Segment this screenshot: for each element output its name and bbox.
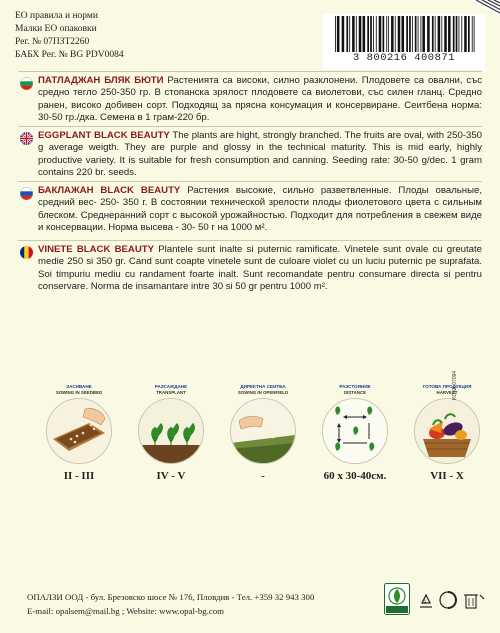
description-title: VINETE BLACK BEAUTY — [38, 244, 155, 255]
transplant-icon — [138, 398, 204, 464]
step-label-en: DISTANCE — [343, 390, 367, 395]
barcode-bar — [386, 16, 387, 52]
svg-text:5: 5 — [423, 598, 427, 604]
barcode-bar — [474, 16, 475, 52]
step-value: - — [261, 470, 265, 482]
description-title: БАКЛАЖАН BLACK BEAUTY — [38, 185, 181, 196]
side-code: KOVA-07094 — [452, 370, 458, 400]
barcode-bar — [346, 16, 348, 52]
barcode-bar — [444, 16, 447, 52]
barcode-bar — [472, 16, 473, 52]
description-bg — [20, 75, 482, 125]
recycling-icons — [416, 589, 486, 611]
description-ru — [20, 185, 482, 235]
step-distance — [320, 384, 390, 482]
company-contacts[interactable]: E-mail: opalsem@mail.bg ; Website: www.opal-bg.com — [27, 606, 224, 616]
barcode-bar — [427, 16, 430, 52]
divider — [18, 71, 482, 72]
step-label-bg: ДИРЕКТНА СЕИТБА — [240, 384, 286, 389]
company-footer — [27, 590, 314, 618]
barcode-bar — [337, 16, 340, 52]
barcode-bar — [438, 16, 441, 52]
barcode-bar — [461, 16, 462, 52]
barcode-bar — [398, 16, 401, 52]
step-label-en: SOWING IN OPENFIELD — [237, 390, 289, 395]
barcode-bar — [349, 16, 350, 52]
barcode — [323, 14, 485, 70]
barcode-bar — [376, 16, 377, 52]
barcode-bar — [370, 16, 372, 52]
barcode-bar — [359, 16, 362, 52]
barcode-bar — [373, 16, 374, 52]
harvest-icon — [414, 398, 480, 464]
step-label-en: SOWING IN SEEDBED — [55, 390, 103, 395]
step-label-bg: ЗАСИВАНЕ — [66, 384, 92, 389]
eko-bulpak-logo — [384, 583, 410, 615]
divider — [18, 240, 482, 241]
romania-flag-icon — [20, 246, 33, 259]
barcode-bar — [459, 16, 460, 52]
step-label-en: HARVEST — [436, 390, 458, 395]
barcode-bar — [367, 16, 369, 52]
description-en — [20, 130, 482, 180]
divider — [18, 181, 482, 182]
barcode-bar — [422, 16, 425, 52]
barcode-bar — [356, 16, 357, 52]
barcode-bar — [363, 16, 366, 52]
uk-flag-icon — [20, 132, 33, 145]
barcode-bar — [383, 16, 385, 52]
step-direct-sowing — [228, 384, 298, 482]
step-transplant — [136, 384, 206, 482]
barcode-bar — [421, 16, 422, 52]
barcode-bar — [342, 16, 345, 52]
registration-info — [15, 10, 124, 62]
seedbed-sowing-icon — [46, 398, 112, 464]
registration-line: БАБХ Рег. № BG PDV0084 — [15, 50, 124, 60]
bin-icon — [464, 595, 484, 608]
step-label-bg: ГОТОВА ПРОДУКЦИЯ — [422, 384, 472, 389]
step-label-bg: РАЗСТОЯНИЕ — [339, 384, 371, 389]
barcode-bar — [335, 16, 336, 52]
barcode-bar — [352, 16, 355, 52]
registration-line: Малки ЕО опаковки — [15, 24, 97, 34]
barcode-bar — [435, 16, 436, 52]
step-value: IV - V — [156, 470, 186, 482]
barcode-number: 3 800216 400871 — [352, 52, 455, 64]
barcode-bar — [432, 16, 434, 52]
barcode-bar — [453, 16, 455, 52]
description-text: Растенията са високи, силно разклонени. Плодовете са овални, със средно тегло 250-350 гр. В стопанска зрялост плодовете са виолетови, със силен гланц. Средно ранен, високо добивен сорт. Подходящ за прясна консумация и консервиране. Сеитбена норма: 30-50 гр./дка. Семена в 1 грам-220 бр. — [38, 75, 482, 124]
step-seedbed — [44, 384, 114, 482]
description-ro — [20, 244, 482, 294]
barcode-bar — [468, 16, 470, 52]
registration-line: Рег. № 07ПЗТ2260 — [15, 37, 90, 47]
barcode-bar — [464, 16, 467, 52]
step-harvest — [412, 384, 482, 482]
barcode-bar — [441, 16, 442, 52]
step-value: 60 х 30-40см. — [323, 470, 387, 482]
barcode-bar — [395, 16, 396, 52]
step-value: VII - X — [430, 470, 464, 482]
russia-flag-icon — [20, 187, 33, 200]
step-value: II - III — [63, 470, 95, 482]
direct-sowing-icon — [230, 398, 296, 464]
barcode-bar — [415, 16, 417, 52]
barcode-bar — [406, 16, 408, 52]
barcode-bar — [448, 16, 451, 52]
bulgaria-flag-icon — [20, 77, 33, 90]
green-dot-icon — [440, 592, 456, 608]
step-label-bg: РАЗСАЖДАНЕ — [154, 384, 188, 389]
barcode-bar — [388, 16, 389, 52]
divider — [18, 126, 482, 127]
description-text: Plantele sunt inalte si puternic ramificate. Vinetele sunt ovale cu greutate medie 250 si 350 gr. Cand sunt coapte vinetele sunt de culoare violet cu un luciu puternic pe suprafata. Soi timpuriu mediu cu randament foarte inalt. Sunt recomandate pentru consumare directa si pentru conservare. Norma de insamantare intre 30 si 50 gr pentru 1000 m². — [38, 244, 483, 293]
barcode-bar — [409, 16, 411, 52]
barcode-bar — [402, 16, 405, 52]
barcode-bar — [418, 16, 419, 52]
barcode-bar — [379, 16, 382, 52]
company-address: ОПАЛЗИ ООД - бул. Брезовско шосе № 176, Пловдив - Тел. +359 32 943 300 — [27, 592, 315, 602]
description-title: ПАТЛАДЖАН БЛЯК БЮТИ — [38, 75, 164, 86]
recycle-icon — [420, 595, 432, 607]
description-text: Растения высокие, сильно разветвленные. Плоды овальные, средний вес- 250- 350 г. В состоянии технической зрелости плоды фиолетового цвета с сильным блеском. Среднеранний сорт с высокой урожайностью. Подходит для потребления в свежем виде и консервации. Норма высева - 30- 50 г на 1000 м². — [38, 185, 483, 234]
barcode-bars — [333, 16, 478, 52]
description-title: EGGPLANT BLACK BEAUTY — [38, 130, 170, 141]
step-label-en: TRANSPLANT — [156, 390, 186, 395]
registration-line: ЕО правила и норми — [15, 11, 98, 21]
distance-icon — [322, 398, 388, 464]
description-text: The plants are hight, strongly branched. The fruits are oval, with 250-350 g average weigth. They are purple and glossy in the technical maturity. This is mid early, highly productive variety. It is suitable for fresh consumption and canning. Seeding rate: 30-50 g/dec. 1 gram contains 220 br. seeds. — [38, 130, 482, 179]
barcode-bar — [456, 16, 458, 52]
barcode-bar — [391, 16, 394, 52]
barcode-bar — [412, 16, 413, 52]
